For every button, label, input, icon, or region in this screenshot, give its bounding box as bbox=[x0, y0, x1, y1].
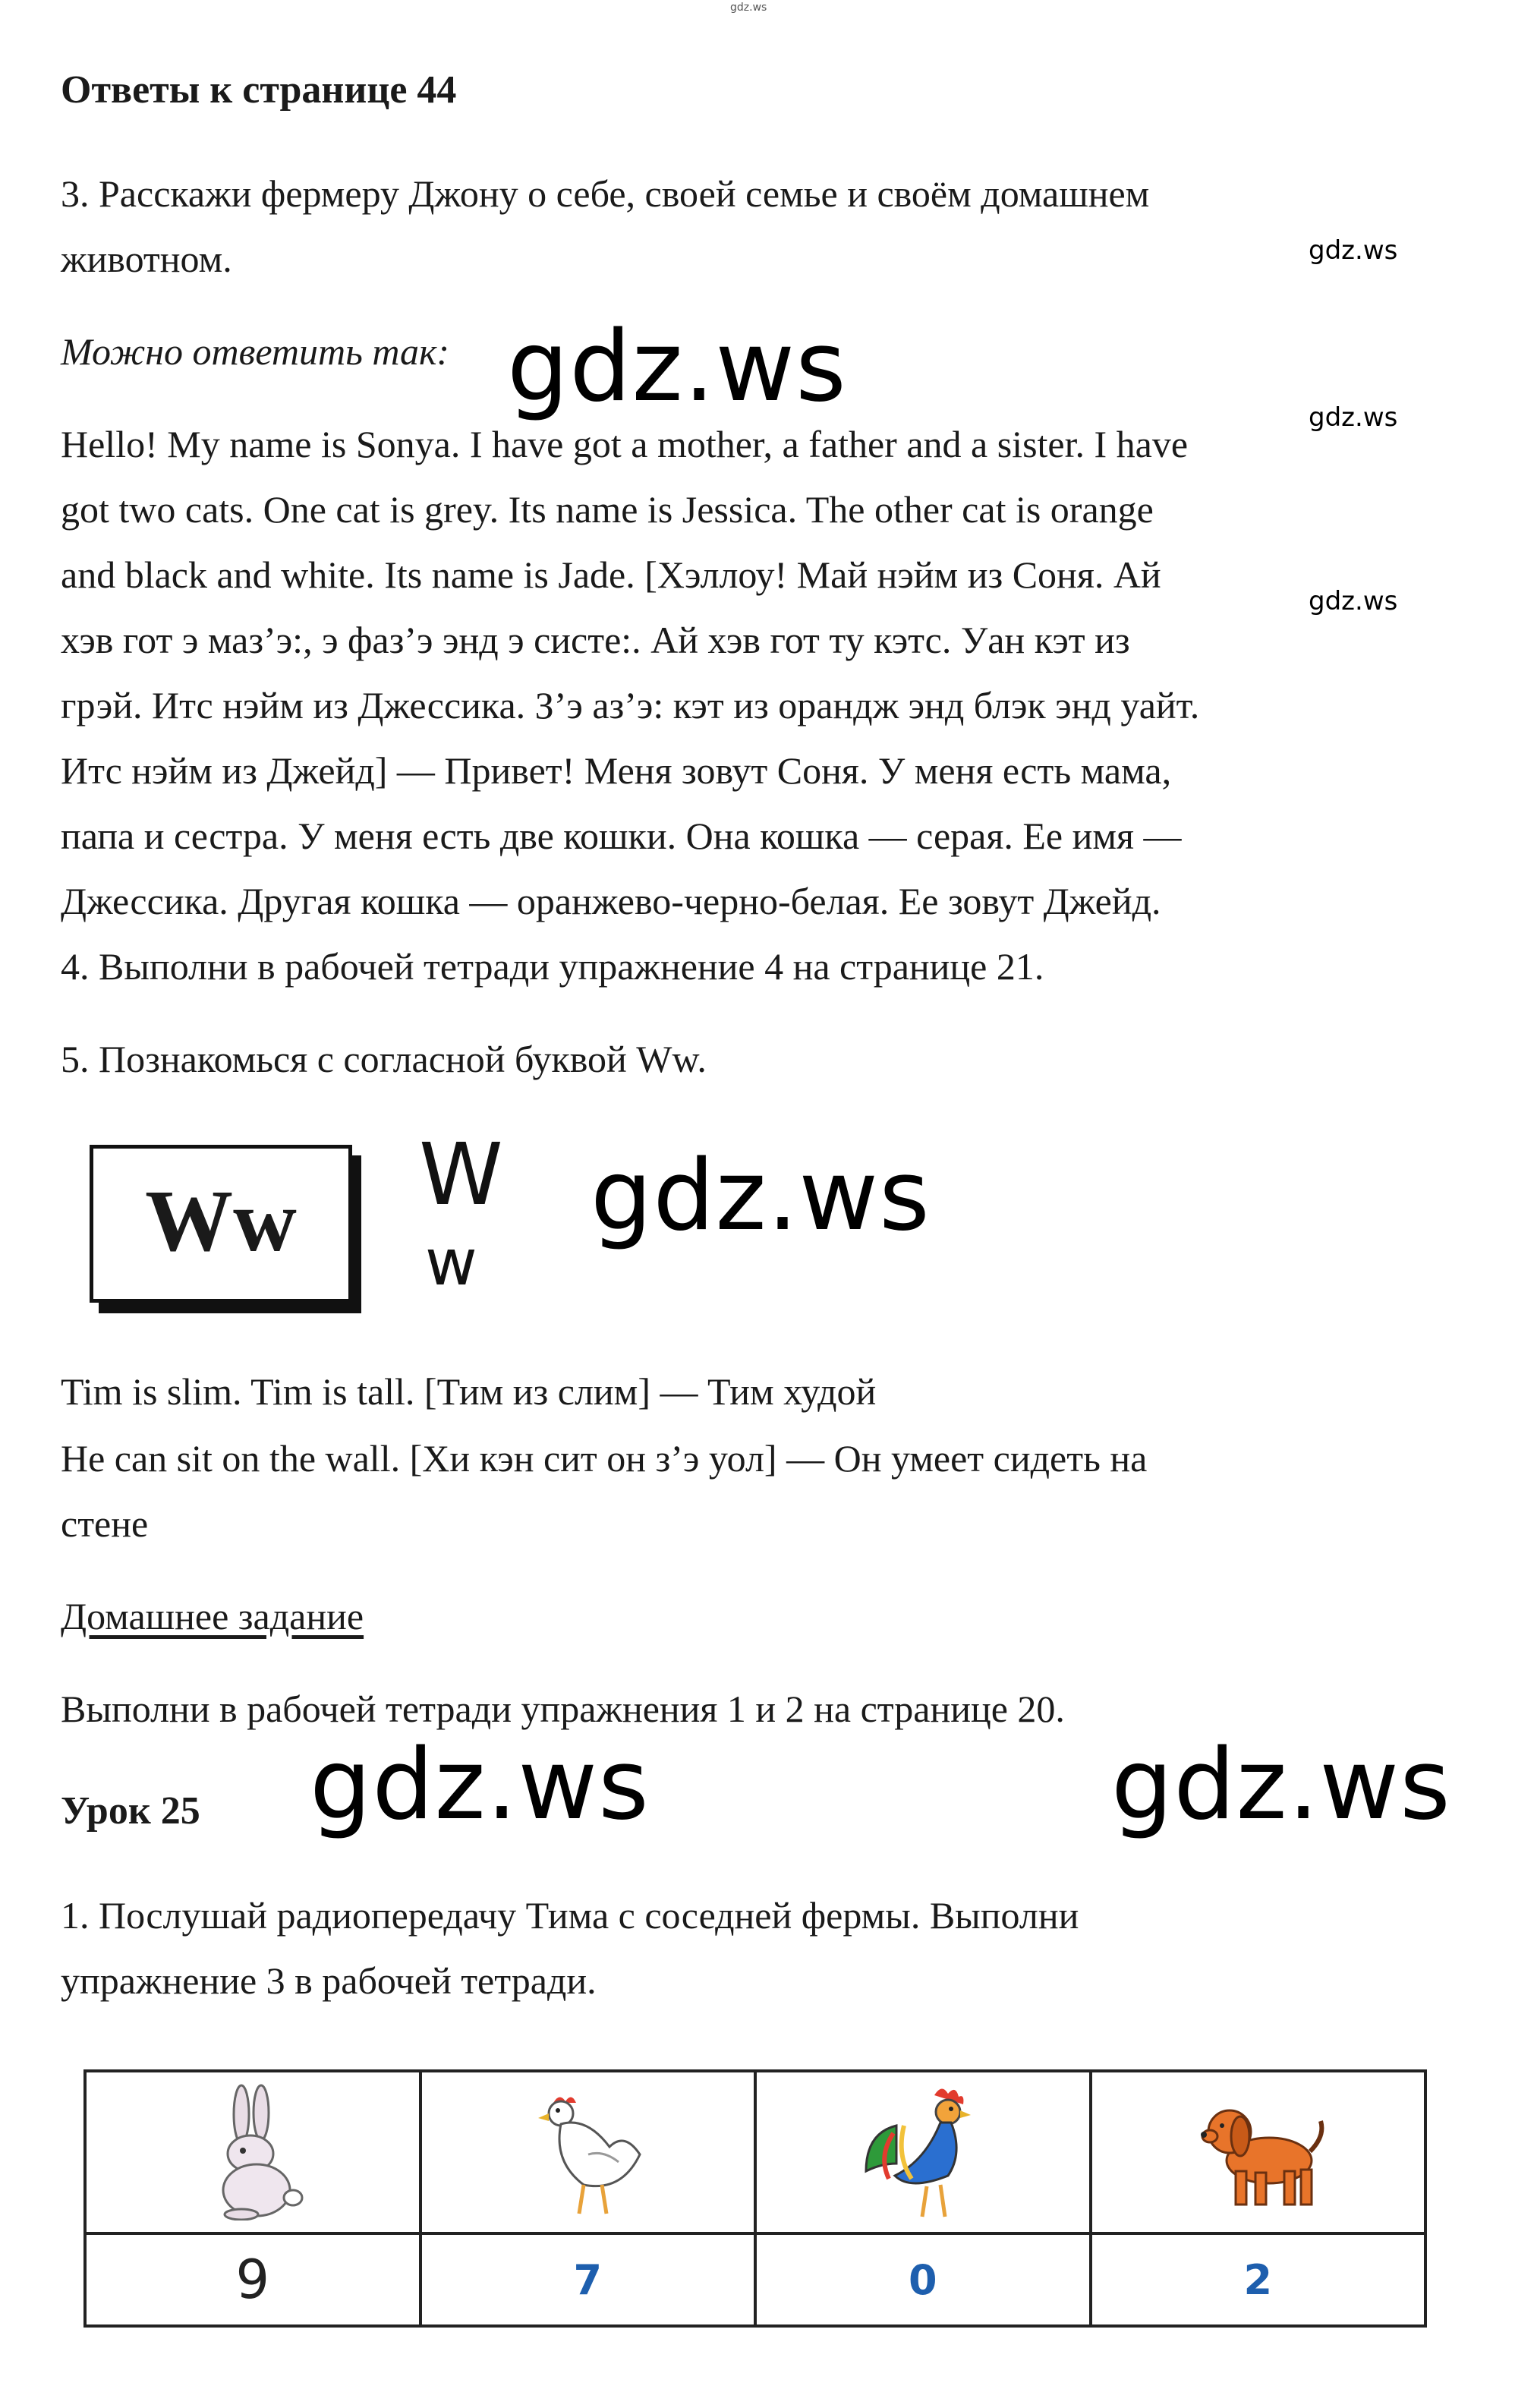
answer-line: Итс нэйм из Джейд] — Привет! Меня зовут Соня. У меня есть мама, bbox=[61, 749, 1172, 792]
watermark-big-1: gdz.ws bbox=[507, 310, 847, 424]
animal-count-table bbox=[83, 2069, 1427, 2328]
watermark-big-2: gdz.ws bbox=[591, 1139, 931, 1253]
section-title: Ответы к странице 44 bbox=[61, 68, 457, 112]
animal-cell bbox=[1091, 2071, 1426, 2233]
dog-icon bbox=[1186, 2088, 1330, 2217]
answer-line: got two cats. One cat is grey. Its name is Jessica. The other cat is orange bbox=[61, 488, 1154, 531]
rhyme-line: Tim is slim. Tim is tall. [Тим из слим] — Тим худой bbox=[61, 1370, 877, 1413]
lesson-task1-line1: 1. Послушай радиопередачу Тима с соседней фермы. Выполни bbox=[61, 1894, 1079, 1937]
rooster-icon bbox=[851, 2080, 995, 2224]
dog-count: 2 bbox=[1091, 2233, 1426, 2326]
answer-line: Hello! My name is Sonya. I have got a mother, a father and a sister. I have bbox=[61, 423, 1189, 465]
homework-text: Выполни в рабочей тетради упражнения 1 и 2 на странице 20. bbox=[61, 1688, 1065, 1730]
task3-line1: 3. Расскажи фермеру Джону о себе, своей семье и своём домашнем bbox=[61, 172, 1150, 215]
watermark-small-2: gdz.ws bbox=[1309, 402, 1398, 433]
letter-card bbox=[90, 1145, 352, 1303]
rabbit-icon bbox=[196, 2084, 310, 2220]
homework-heading: Домашнее задание bbox=[61, 1595, 364, 1637]
watermark-big-4: gdz.ws bbox=[1111, 1729, 1451, 1842]
answer-line: грэй. Итс нэйм из Джессика. З’э аз’э: кэт из орандж энд блэк энд уайт. bbox=[61, 684, 1200, 726]
task4: 4. Выполни в рабочей тетради упражнение 4 на странице 21. bbox=[61, 945, 1044, 988]
top-watermark: gdz.ws bbox=[730, 2, 767, 14]
rooster-count: 0 bbox=[755, 2233, 1091, 2326]
letter-card-text: Ww bbox=[145, 1173, 297, 1270]
lesson-task1-line2: упражнение 3 в рабочей тетради. bbox=[61, 1959, 597, 2002]
answer-line: папа и сестра. У меня есть две кошки. Она кошка — серая. Ее имя — bbox=[61, 815, 1182, 857]
animal-cell bbox=[755, 2071, 1091, 2233]
answer-line: and black and white. Its name is Jade. [Хэллоу! Май нэйм из Соня. Ай bbox=[61, 553, 1161, 596]
handwritten-upper-w: W bbox=[419, 1126, 503, 1224]
answer-line: хэв гот э маз’э:, э фаз’э энд э систе:. Ай хэв гот ту кэтс. Уан кэт из bbox=[61, 619, 1130, 661]
hen-icon bbox=[523, 2080, 652, 2224]
task3-line2: животном. bbox=[61, 238, 232, 280]
watermark-small-3: gdz.ws bbox=[1309, 586, 1398, 616]
lesson-title: Урок 25 bbox=[61, 1789, 200, 1833]
watermark-small-1: gdz.ws bbox=[1309, 235, 1398, 266]
rabbit-count: 9 bbox=[85, 2233, 420, 2326]
handwritten-lower-w: w bbox=[425, 1225, 477, 1300]
task5: 5. Познакомься с согласной буквой Ww. bbox=[61, 1038, 707, 1080]
hen-count: 7 bbox=[420, 2233, 756, 2326]
answer-line: Джессика. Другая кошка — оранжево-черно-белая. Ее зовут Джейд. bbox=[61, 880, 1161, 922]
answer-intro: Можно ответить так: bbox=[61, 330, 450, 373]
animal-cell bbox=[85, 2071, 420, 2233]
rhyme-line: He can sit on the wall. [Хи кэн сит он з’э уол] — Он умеет сидеть на bbox=[61, 1437, 1148, 1480]
watermark-big-3: gdz.ws bbox=[310, 1729, 650, 1842]
animal-cell bbox=[420, 2071, 756, 2233]
rhyme-line: стене bbox=[61, 1502, 149, 1545]
